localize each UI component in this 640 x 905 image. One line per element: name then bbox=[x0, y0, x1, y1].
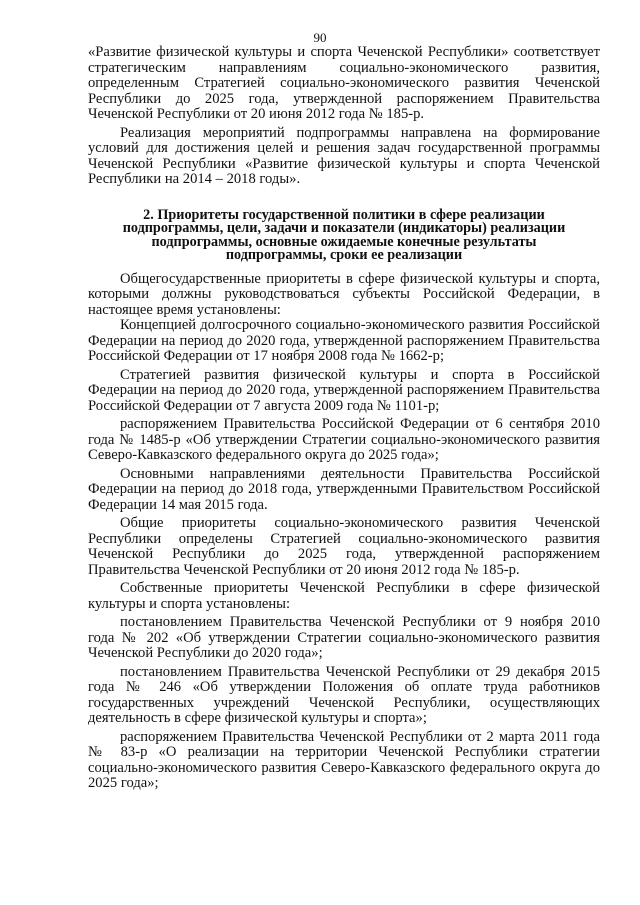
paragraph: Реализация мероприятий подпрограммы направлена на формирование условий для достижения целей и решения задач государственной программы Чеченской Республики «Развитие физической культуры и спорта Чеченской Республики на 2014 – 2018 годы». bbox=[88, 124, 600, 187]
paragraph-continued: «Развитие физической культуры и спорта Чеченской Республики» соответствует стратегическим направлениям социально-экономического развития, определенным Стратегией социально-экономического развития Чеченской Республики до 2025 года, утвержденной распоряжением Правительства Чеченской Республики от 20 июня 2012 года № 185-р. bbox=[88, 44, 600, 122]
heading-line: 2. Приоритеты государственной политики в сфере реализации bbox=[143, 206, 545, 223]
paragraph: Общие приоритеты социально-экономического развития Чеченской Республики определены Стратегией социально-экономического развития Чеченской Республики до 2025 года, утвержденной распоряжением Правительства Чеченской Республики от 20 июня 2012 года № 185-р. bbox=[88, 515, 600, 578]
section-heading bbox=[88, 206, 600, 264]
paragraph: Стратегией развития физической культуры и спорта в Российской Федерации на период до 2020 года, утвержденной распоряжением Правительства Российской Федерации от 7 августа 2009 года № 1101-р; bbox=[88, 366, 600, 414]
paragraph: распоряжением Правительства Российской Федерации от 6 сентября 2010 года № 1485-р «Об утверждении Стратегии социально-экономического развития Северо-Кавказского федерального округа до 2025 года»; bbox=[88, 416, 600, 464]
paragraph: постановлением Правительства Чеченской Республики от 9 ноября 2010 года № 202 «Об утверждении Стратегии социально-экономического развития Чеченской Республики до 2020 года»; bbox=[88, 614, 600, 662]
paragraph: Концепцией долгосрочного социально-экономического развития Российской Федерации на период до 2020 года, утвержденной распоряжением Правительства Российской Федерации от 17 ноября 2008 года № 1662-р; bbox=[88, 317, 600, 365]
paragraph: Общегосударственные приоритеты в сфере физической культуры и спорта, которыми должны руководствоваться субъекты Российской Федерации, в настоящее время установлены: bbox=[88, 270, 600, 318]
page-number: 90 bbox=[313, 30, 327, 45]
document-body bbox=[88, 45, 600, 792]
heading-line: подпрограммы, сроки ее реализации bbox=[225, 247, 463, 264]
paragraph: распоряжением Правительства Чеченской Республики от 2 марта 2011 года № 83-р «О реализации на территории Чеченской Республики стратегии социально-экономического развития Северо-Кавказского федерального округа до 2025 года»; bbox=[88, 728, 600, 792]
heading-line: подпрограммы, цели, задачи и показатели (индикаторы) реализации bbox=[122, 220, 566, 237]
paragraph: постановлением Правительства Чеченской Республики от 29 декабря 2015 года № 246 «Об утверждении Положения об оплате труда работников государственных учреждений Чеченской Республики, осуществляющих деятельность в сфере физической культуры и спорта»; bbox=[88, 663, 600, 727]
heading-line: подпрограммы, основные ожидаемые конечные результаты bbox=[151, 233, 537, 250]
paragraph: Основными направлениями деятельности Правительства Российской Федерации на период до 2018 года, утвержденными Правительством Российской Федерации 14 мая 2015 года. bbox=[88, 465, 600, 513]
paragraph: Собственные приоритеты Чеченской Республики в сфере физической культуры и спорта установлены: bbox=[88, 580, 600, 612]
